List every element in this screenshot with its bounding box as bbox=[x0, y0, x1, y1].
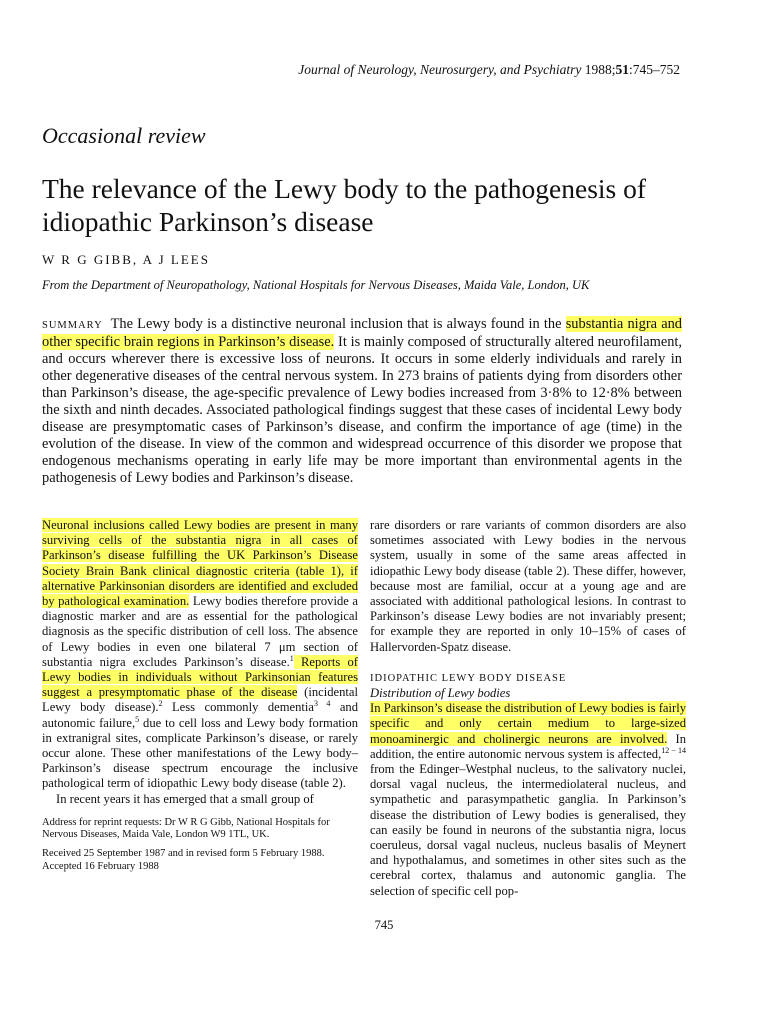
right-paragraph-1: rare disorders or rare variants of common disorders are also sometimes associated with Lewy bodies in the nervous system, usually in some of the same areas affected in idiopathic Lewy body disease (table 2). These differ, however, because most are familial, occur at a young age and are associated with additional pathological lesions. In contrast to Parkinson’s disease Lewy bodies are not invariably present; for example they are reported in only 10–15% of cases of Hallervorden-Spatz disease. bbox=[370, 518, 686, 654]
right-text-2b: from the Edinger–Westphal nucleus, to the salivatory nuclei, dorsal vagal nucleus, the intermediolateral nucleus, and sympathetic and parasympathetic ganglia. In Parkinson’s disease the distribution of Lewy bodies is generalised, they can easily be found in neurons of the substantia nigra, locus coeruleus, dorsal vagal nucleus, nucleus basalis of Meynert and hypothalamus, and sometimes in other sites such as the cerebral cortex, thalamus and autonomic ganglia. The selection of specific cell pop- bbox=[370, 762, 686, 898]
footnotes bbox=[42, 817, 358, 873]
summary-text-pre: The Lewy body is a distinctive neuronal inclusion that is always found in the bbox=[106, 316, 566, 332]
section-heading: IDIOPATHIC LEWY BODY DISEASE bbox=[370, 672, 567, 684]
subsection-heading: Distribution of Lewy bodies bbox=[370, 686, 511, 701]
left-text-1c: Less commonly dementia bbox=[162, 700, 315, 715]
left-text-1e: due to cell loss and Lewy body formation in extranigral sites, complicate Parkinson’s disease, or rarely occur alone. These other manifestations of the Lewy body–Parkinson’s disease spectrum encourage the inclusive pathological term of idiopathic Lewy body disease (table 2). bbox=[42, 715, 358, 791]
citation-12-14: 12 − 14 bbox=[661, 745, 686, 755]
journal-year: 1988; bbox=[584, 62, 616, 77]
summary-highlight: substantia nigra and other specific brain regions in Parkinson’s disease. bbox=[42, 316, 682, 350]
left-highlight-1: Neuronal inclusions called Lewy bodies are present in many surviving cells of the substantia nigra in all cases of Parkinson’s disease fulfilling the UK Parkinson’s Disease Society Brain Bank clinical diagnostic criteria (table 1), if alternative Parkinsonian disorders are identified and excluded by pathological examination. bbox=[42, 518, 358, 609]
right-column bbox=[370, 518, 686, 899]
left-paragraph-2: In recent years it has emerged that a small group of bbox=[56, 791, 314, 806]
summary-text-post: It is mainly composed of structurally altered neurofilament, and occurs wherever there is excessive loss of neurons. It occurs in some elderly individuals and rarely in other degenerative diseases of the central nervous system. In 273 brains of patients dying from disorders other than Parkinson’s disease, the age-specific prevalence of Lewy bodies increased from 3·8% to 12·8% between the sixth and ninth decades. Associated pathological findings suggest that these cases of incidental Lewy body disease are presymptomatic cases of Parkinson’s disease, and confirm the importance of age (time) in the evolution of the disease. In view of the common and widespread occurrence of this disorder we propose that endogenous mechanisms operating in early life may be more important than environmental agents in the pathogenesis of Lewy bodies and Parkinson’s disease. bbox=[42, 334, 682, 486]
citation-2: 2 bbox=[158, 699, 163, 709]
left-paragraph-1 bbox=[42, 518, 358, 792]
left-column bbox=[42, 518, 358, 879]
right-highlight: In Parkinson’s disease the distribution of Lewy bodies is fairly specific and only certain medium to large-sized monoaminergic and cholinergic neurons are involved. bbox=[370, 701, 686, 746]
summary-abstract bbox=[42, 316, 682, 487]
summary-label: SUMMARY bbox=[42, 320, 103, 331]
journal-name: Journal of Neurology, Neurosurgery, and Psychiatry bbox=[298, 62, 582, 77]
received-dates: Received 25 September 1987 and in revised form 5 February 1988. Accepted 16 February 1988 bbox=[42, 848, 325, 872]
journal-volume: 51 bbox=[615, 62, 629, 77]
article-title: The relevance of the Lewy body to the pathogenesis of idiopathic Parkinson’s disease bbox=[42, 173, 647, 237]
citation-1: 1 bbox=[289, 653, 294, 663]
affiliation: From the Department of Neuropathology, National Hospitals for Nervous Diseases, Maida Vale, London, UK bbox=[42, 278, 590, 292]
right-text-2a: In addition, the entire autonomic nervous system is affected, bbox=[370, 731, 686, 761]
right-paragraph-2 bbox=[370, 701, 686, 899]
left-text-1a: Lewy bodies therefore provide a diagnostic marker and are as essential for the pathological diagnosis as the specific distribution of cell loss. The absence of Lewy bodies in even one bilateral 7 μm section of substantia nigra excludes Parkinson’s disease. bbox=[42, 594, 358, 669]
journal-pages: :745–752 bbox=[628, 62, 680, 77]
left-text-1b: (incidental Lewy body disease). bbox=[42, 685, 358, 715]
citation-5: 5 bbox=[135, 714, 140, 724]
section-label: Occasional review bbox=[42, 123, 206, 148]
citation-3-4: 3 4 bbox=[314, 699, 331, 709]
journal-header bbox=[250, 62, 680, 78]
authors: W R G GIBB, A J LEES bbox=[42, 252, 210, 267]
left-highlight-2: Reports of Lewy bodies in individuals without Parkinsonian features suggest a presymptomatic phase of the disease bbox=[42, 654, 358, 700]
page-number: 745 bbox=[374, 918, 394, 932]
left-text-1d: and autonomic failure, bbox=[42, 700, 359, 730]
reprint-address: Address for reprint requests: Dr W R G Gibb, National Hospitals for Nervous Diseases, Maida Vale, London W9 1TL, UK. bbox=[42, 816, 330, 841]
